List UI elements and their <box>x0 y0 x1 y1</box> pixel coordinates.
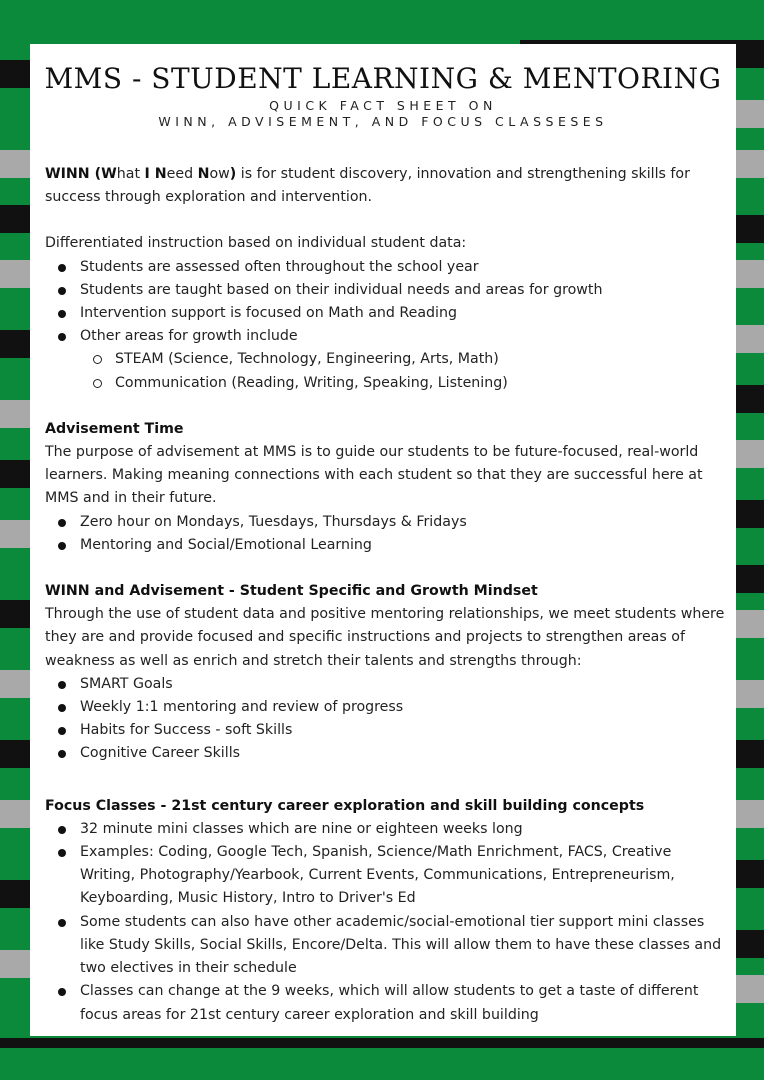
growth-body: Through the use of student data and positive mentoring relationships, we meet students where they are and provide focused and specific instructions and projects to strengthen areas of weakness as well as enrich and stretch their talents and strengths through: <box>45 606 725 669</box>
advisement-body: The purpose of advisement at MMS is to guide our students to be future-focused, real-world learners. Making meaning connections with each student so that they are successful here at MMS and in their future. <box>45 444 703 507</box>
list-item: Mentoring and Social/Emotional Learning <box>45 534 725 557</box>
list-item: Zero hour on Mondays, Tuesdays, Thursdays & Fridays <box>45 511 725 534</box>
differentiated-heading: Differentiated instruction based on individual student data: <box>45 235 467 252</box>
subtitle-line-2: WINN, ADVISEMENT, AND FOCUS CLASSESES <box>158 114 608 129</box>
winn-bullet-list <box>45 256 725 395</box>
advisement-bullet-list <box>45 511 725 557</box>
list-item: 32 minute mini classes which are nine or eighteen weeks long <box>45 818 725 841</box>
list-item: Weekly 1:1 mentoring and review of progress <box>45 696 725 719</box>
list-item: Other areas for growth include <box>45 325 725 348</box>
winn-intro: WINN (What I Need Now) is for student discovery, innovation and strengthening skills for success through exploration and intervention. <box>45 166 690 206</box>
list-item: Classes can change at the 9 weeks, which will allow students to get a taste of different focus areas for 21st century career exploration and skill building <box>45 980 725 1026</box>
list-item: SMART Goals <box>45 673 725 696</box>
list-item: Habits for Success - soft Skills <box>45 719 725 742</box>
page-subtitle <box>30 98 736 130</box>
list-item: Students are assessed often throughout the school year <box>45 256 725 279</box>
list-item: Students are taught based on their individual needs and areas for growth <box>45 279 725 302</box>
sub-list-item: Communication (Reading, Writing, Speaking, Listening) <box>45 372 725 395</box>
sub-list-item: STEAM (Science, Technology, Engineering, Arts, Math) <box>45 348 725 371</box>
subtitle-line-1: QUICK FACT SHEET ON <box>269 98 497 113</box>
fact-sheet-page <box>30 44 736 1036</box>
page-title: MMS - STUDENT LEARNING & MENTORING <box>44 62 722 95</box>
focus-heading: Focus Classes - 21st century career exploration and skill building concepts <box>45 797 645 814</box>
list-item: Intervention support is focused on Math and Reading <box>45 302 725 325</box>
fact-sheet-content <box>45 163 725 1027</box>
advisement-heading: Advisement Time <box>45 420 184 437</box>
growth-heading: WINN and Advisement - Student Specific and Growth Mindset <box>45 583 538 600</box>
focus-bullet-list <box>45 818 725 1027</box>
list-item: Some students can also have other academic/social-emotional tier support mini classes like Study Skills, Social Skills, Encore/Delta. This will allow them to have these classes and two electives in their schedule <box>45 911 725 981</box>
list-item: Cognitive Career Skills <box>45 742 725 765</box>
growth-bullet-list <box>45 673 725 766</box>
list-item: Examples: Coding, Google Tech, Spanish, Science/Math Enrichment, FACS, Creative Writing, Photography/Yearbook, Current Events, Communications, Entrepreneurism, Keyboarding, Music History, Intro to Driver's Ed <box>45 841 725 911</box>
